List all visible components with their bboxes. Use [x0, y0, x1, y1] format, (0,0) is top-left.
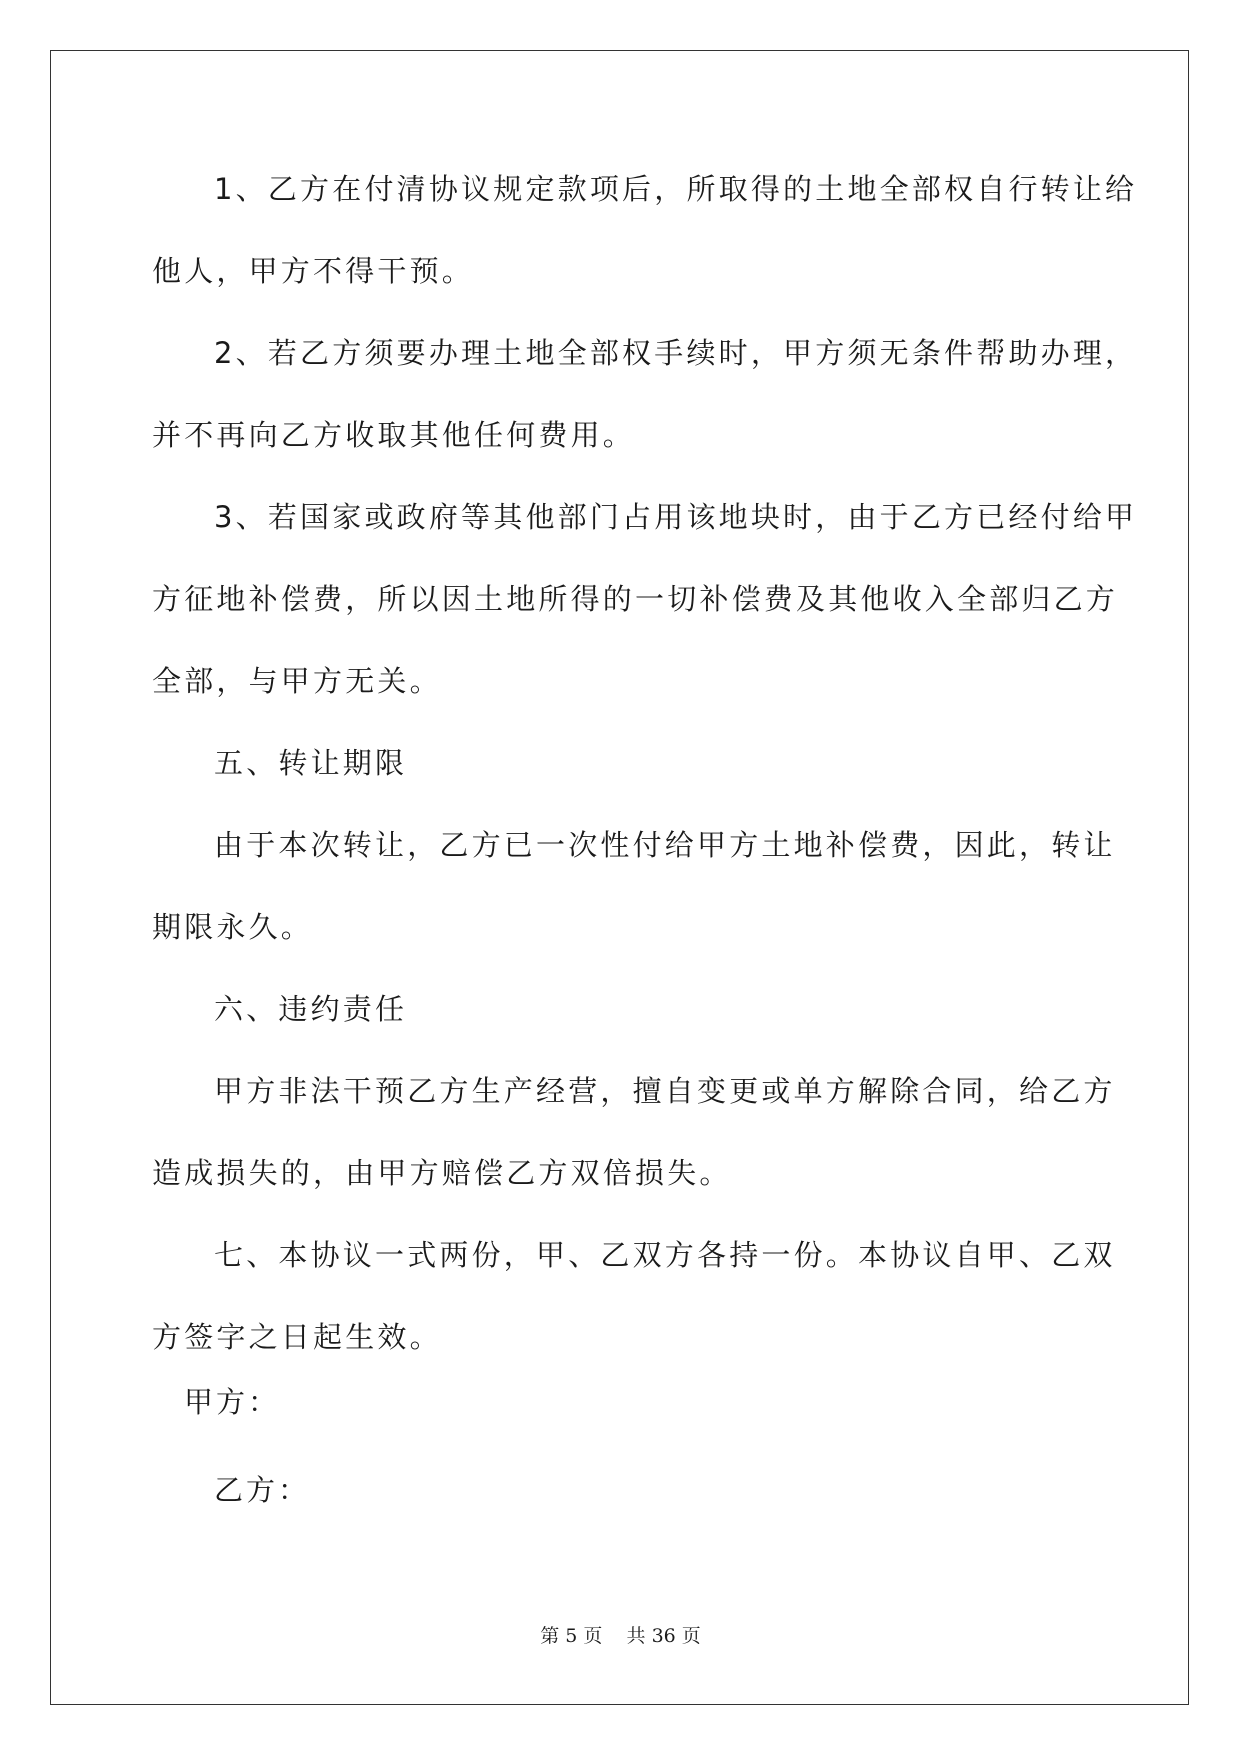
text-line: 他人，甲方不得干预。	[152, 254, 475, 288]
text-line: 甲方非法干预乙方生产经营，擅自变更或单方解除合同，给乙方	[214, 1074, 1116, 1108]
text-line: 期限永久。	[152, 910, 314, 944]
text-line: 五、转让期限	[214, 746, 408, 780]
paragraph-clause-1	[152, 148, 1138, 312]
paragraph-clause-3	[152, 476, 1138, 722]
document-body	[152, 148, 1138, 1378]
text-line: 方征地补偿费，所以因土地所得的一切补偿费及其他收入全部归乙方	[152, 582, 1119, 616]
paragraph-clause-2	[152, 312, 1138, 476]
text-line: 造成损失的，由甲方赔偿乙方双倍损失。	[152, 1156, 732, 1190]
text-line: 并不再向乙方收取其他任何费用。	[152, 418, 636, 452]
text-line: 2、若乙方须要办理土地全部权手续时，甲方须无条件帮助办理，	[214, 336, 1138, 370]
text-line: 七、本协议一式两份，甲、乙双方各持一份。本协议自甲、乙双	[214, 1238, 1116, 1272]
signature-party-b: 乙方：	[214, 1473, 311, 1507]
text-line: 全部，与甲方无关。	[152, 664, 442, 698]
paragraph-copies	[152, 1214, 1116, 1378]
text-line: 由于本次转让，乙方已一次性付给甲方土地补偿费，因此，转让	[214, 828, 1116, 862]
text-line: 六、违约责任	[214, 992, 408, 1026]
paragraph-liability	[152, 1050, 1116, 1214]
page-number-footer: 第 5 页 共 36 页	[540, 1625, 701, 1647]
text-line: 1、乙方在付清协议规定款项后，所取得的土地全部权自行转让给	[214, 172, 1138, 206]
section-heading-liability	[152, 968, 1092, 1050]
paragraph-transfer-term	[152, 804, 1116, 968]
text-line: 方签字之日起生效。	[152, 1320, 442, 1354]
text-line: 3、若国家或政府等其他部门占用该地块时，由于乙方已经付给甲	[214, 500, 1138, 534]
signature-party-a: 甲方：	[184, 1385, 281, 1419]
section-heading-transfer-term	[152, 722, 1092, 804]
